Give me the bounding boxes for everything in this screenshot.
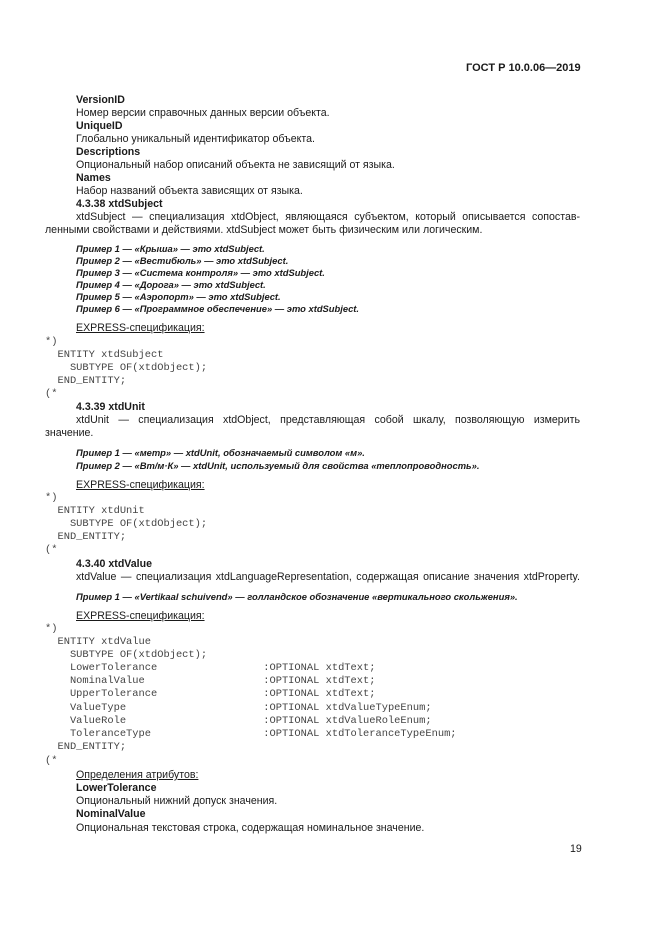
code-line: ValueType :OPTIONAL xtdValueTypeEnum; bbox=[45, 702, 432, 714]
code-line: ENTITY xtdSubject bbox=[45, 349, 164, 361]
term-names: Names bbox=[76, 172, 111, 184]
example-line: Пример 1 — «Крыша» — это xtdSubject. bbox=[76, 243, 265, 254]
example-line: Пример 3 — «Система контроля» — это xtdSubject. bbox=[76, 267, 325, 278]
section-paragraph-line: ленными свойствами и действиями. xtdSubject может быть физическим или логическим. bbox=[45, 224, 483, 236]
example-line: Пример 2 — «Вестибюль» — это xtdSubject. bbox=[76, 255, 289, 266]
term-uniqueid: UniqueID bbox=[76, 120, 123, 132]
code-line: ValueRole :OPTIONAL xtdValueRoleEnum; bbox=[45, 715, 432, 727]
term-nominalvalue: NominalValue bbox=[76, 808, 146, 820]
definition-names: Набор названий объекта зависящих от языка. bbox=[76, 185, 303, 197]
example-line: Пример 1 — «метр» — xtdUnit, обозначаемый символом «м». bbox=[76, 447, 365, 458]
code-line: NominalValue :OPTIONAL xtdText; bbox=[45, 675, 376, 687]
express-spec-label: EXPRESS-спецификация: bbox=[76, 610, 205, 622]
document-header: ГОСТ Р 10.0.06—2019 bbox=[466, 62, 581, 74]
code-line: SUBTYPE OF(xtdObject); bbox=[45, 649, 208, 661]
example-line: Пример 1 — «Vertikaal schuivend» — голландское обозначение «вертикального скольжения». bbox=[76, 591, 518, 602]
definition-uniqueid: Глобально уникальный идентификатор объекта. bbox=[76, 133, 315, 145]
page-number: 19 bbox=[570, 843, 582, 855]
code-line: *) bbox=[45, 336, 58, 348]
attribute-definitions-label: Определения атрибутов: bbox=[76, 769, 199, 781]
code-line: SUBTYPE OF(xtdObject); bbox=[45, 518, 208, 530]
example-line: Пример 4 — «Дорога» — это xtdSubject. bbox=[76, 279, 266, 290]
term-lowertolerance: LowerTolerance bbox=[76, 782, 157, 794]
definition-descriptions: Опциональный набор описаний объекта не зависящий от языка. bbox=[76, 159, 395, 171]
code-line: ENTITY xtdUnit bbox=[45, 505, 145, 517]
code-line: UpperTolerance :OPTIONAL xtdText; bbox=[45, 688, 376, 700]
definition-nominalvalue: Опциональная текстовая строка, содержащая номинальное значение. bbox=[76, 822, 425, 834]
code-line: ToleranceType :OPTIONAL xtdToleranceTypeEnum; bbox=[45, 728, 457, 740]
section-heading-4-3-39: 4.3.39 xtdUnit bbox=[76, 401, 145, 413]
term-versionid: VersionID bbox=[76, 94, 125, 106]
example-line: Пример 6 — «Программное обеспечение» — это xtdSubject. bbox=[76, 303, 360, 314]
code-line: SUBTYPE OF(xtdObject); bbox=[45, 362, 208, 374]
code-line: LowerTolerance :OPTIONAL xtdText; bbox=[45, 662, 376, 674]
example-line: Пример 2 — «Вт/м·К» — xtdUnit, используемый для свойства «теплопроводность». bbox=[76, 460, 480, 471]
express-spec-label: EXPRESS-спецификация: bbox=[76, 322, 205, 334]
section-paragraph-line: xtdSubject — специализация xtdObject, являющаяся субъектом, который описывается сопостав- bbox=[76, 211, 580, 223]
example-line: Пример 5 — «Аэропорт» — это xtdSubject. bbox=[76, 291, 281, 302]
code-line: END_ENTITY; bbox=[45, 375, 127, 387]
term-descriptions: Descriptions bbox=[76, 146, 141, 158]
definition-lowertolerance: Опциональный нижний допуск значения. bbox=[76, 795, 278, 807]
code-line: (* bbox=[45, 388, 58, 400]
express-spec-label: EXPRESS-спецификация: bbox=[76, 479, 205, 491]
code-line: END_ENTITY; bbox=[45, 741, 127, 753]
section-heading-4-3-40: 4.3.40 xtdValue bbox=[76, 558, 152, 570]
code-line: *) bbox=[45, 492, 58, 504]
definition-versionid: Номер версии справочных данных версии объекта. bbox=[76, 107, 330, 119]
section-paragraph-line: значение. bbox=[45, 427, 94, 439]
code-line: END_ENTITY; bbox=[45, 531, 127, 543]
section-heading-4-3-38: 4.3.38 xtdSubject bbox=[76, 198, 163, 210]
section-paragraph-line: xtdUnit — специализация xtdObject, представляющая собой шкалу, позволяющую измерить bbox=[76, 414, 580, 426]
section-paragraph-line: xtdValue — специализация xtdLanguageRepresentation, содержащая описание значения xtdProperty. bbox=[76, 571, 580, 583]
code-line: (* bbox=[45, 755, 58, 767]
code-line: (* bbox=[45, 544, 58, 556]
code-line: ENTITY xtdValue bbox=[45, 636, 152, 648]
code-line: *) bbox=[45, 623, 58, 635]
